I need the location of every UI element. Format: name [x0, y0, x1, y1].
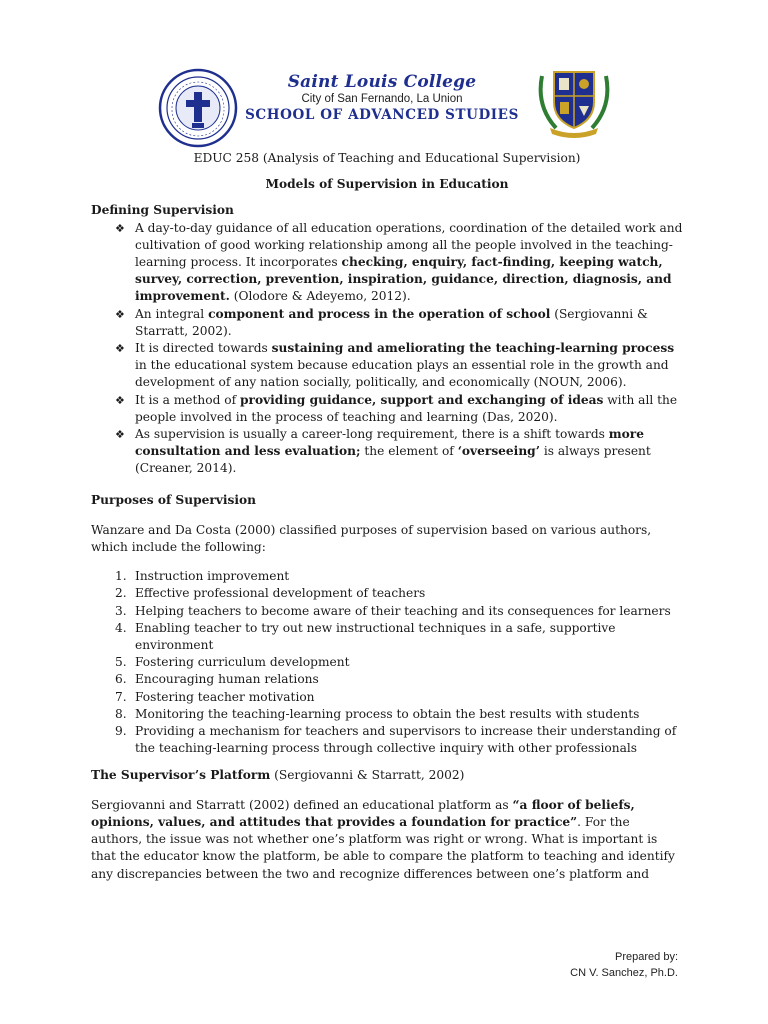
emphasis-text: checking, enquiry, fact-finding, keeping watch, survey, correction, prevention, inspiration, guidance, direction, diagnosis, and improvement. — [135, 255, 672, 304]
list-item-text: Effective professional development of teachers — [135, 586, 426, 601]
section-heading-purposes: Purposes of Supervision — [91, 492, 256, 507]
defining-list — [91, 220, 683, 478]
body-text: (Sergiovanni & Starratt, 2002). — [135, 306, 648, 338]
list-number: 9. — [115, 724, 127, 739]
diamond-bullet-icon: ❖ — [115, 307, 125, 321]
list-item-text: Fostering teacher motivation — [135, 689, 315, 704]
emphasis-text: providing guidance, support and exchanging of ideas — [240, 392, 604, 407]
list-item-text: Monitoring the teaching-learning process to obtain the best results with students — [135, 706, 640, 721]
emphasis-text: more consultation and less evaluation; — [135, 427, 644, 459]
list-item — [115, 306, 683, 340]
body-text: . For the authors, the issue was not whether one’s platform was right or wrong. What is important is that the educator know the platform, be able to compare the platform to teaching and identify any discrepancies between the two and recognize differences between one’s platform and — [91, 814, 675, 881]
list-item-text: Instruction improvement — [135, 569, 290, 584]
list-item-text: Enabling teacher to try out new instructional techniques in a safe, supportive environment — [135, 620, 616, 653]
list-item — [115, 568, 683, 585]
prepared-by — [570, 949, 678, 981]
list-item — [115, 585, 683, 602]
list-item — [115, 426, 683, 478]
body-text: Sergiovanni and Starratt (2002) defined an educational platform as — [91, 797, 513, 812]
section-heading-platform — [91, 767, 683, 784]
list-item — [115, 723, 683, 757]
list-number: 1. — [115, 569, 127, 584]
platform-heading: The Supervisor’s Platform — [91, 767, 271, 782]
list-item — [115, 603, 683, 620]
platform-heading-citation: (Sergiovanni & Starratt, 2002) — [270, 767, 465, 782]
list-number: 3. — [115, 603, 127, 618]
platform-paragraph — [91, 797, 683, 883]
body-text: It is a method of — [135, 392, 241, 407]
list-number: 5. — [115, 655, 127, 670]
list-item-text: Encouraging human relations — [135, 672, 319, 687]
document-title: Models of Supervision in Education — [265, 177, 509, 192]
body-text: (Olodore & Adeyemo, 2012). — [229, 289, 411, 304]
list-number: 7. — [115, 689, 127, 704]
body-text: An integral — [135, 306, 209, 321]
body-text: in the educational system because education plays an essential role in the growth and development of any nation socially, politically, and economically (NOUN, 2006). — [135, 358, 669, 390]
list-number: 4. — [115, 620, 127, 635]
list-number: 2. — [115, 586, 127, 601]
list-item-text: Providing a mechanism for teachers and supervisors to increase their understanding of the teaching-learning process through collective inquiry with other professionals — [135, 724, 677, 756]
purposes-intro: Wanzare and Da Costa (2000) classified purposes of supervision based on various authors, which include the following: — [91, 522, 652, 555]
body-text: As supervision is usually a career-long requirement, there is a shift towards — [135, 427, 609, 442]
body-text: A day-to-day guidance of all education operations, coordination of the detailed work and cultivation of good working relationship among all the people involved in the teaching-learning process. It incorporates — [135, 220, 683, 270]
prepared-author: CN V. Sanchez, Ph.D. — [570, 967, 678, 979]
list-item — [115, 689, 683, 706]
list-item — [115, 654, 683, 671]
purposes-list — [91, 568, 683, 757]
section-heading-defining: Defining Supervision — [91, 203, 234, 218]
emphasis-text: component and process in the operation of school — [208, 306, 551, 321]
diamond-bullet-icon: ❖ — [115, 393, 125, 407]
school-name: SCHOOL OF ADVANCED STUDIES — [245, 107, 519, 123]
list-item-text: Helping teachers to become aware of their teaching and its consequences for learners — [135, 603, 671, 618]
diamond-bullet-icon: ❖ — [115, 221, 125, 235]
college-seal-icon — [158, 68, 238, 148]
college-city: City of San Fernando, La Union — [301, 93, 463, 105]
list-item — [115, 220, 683, 306]
school-crest-icon — [534, 66, 614, 138]
list-number: 8. — [115, 706, 127, 721]
diamond-bullet-icon: ❖ — [115, 428, 125, 442]
list-item — [115, 392, 683, 426]
diamond-bullet-icon: ❖ — [115, 342, 125, 356]
list-item — [115, 671, 683, 688]
emphasis-text: “a floor of beliefs, opinions, values, and attitudes that provides a foundation for practice” — [91, 797, 635, 829]
letterhead — [240, 72, 524, 124]
list-number: 6. — [115, 672, 127, 687]
college-name: Saint Louis College — [287, 72, 477, 92]
body-text: with all the people involved in the process of teaching and learning (Das, 2020). — [135, 392, 678, 424]
emphasis-text: ‘overseeing’ — [457, 444, 540, 459]
body-text: is always present (Creaner, 2014). — [135, 444, 651, 476]
list-item — [115, 706, 683, 723]
course-title: EDUC 258 (Analysis of Teaching and Educational Supervision) — [193, 151, 581, 165]
prepared-label: Prepared by: — [615, 951, 678, 963]
body-text: It is directed towards — [135, 341, 272, 356]
body-text: the element of — [360, 444, 458, 459]
emphasis-text: sustaining and ameliorating the teaching-learning process — [271, 341, 675, 356]
document-body — [91, 148, 683, 883]
list-item — [115, 340, 683, 392]
list-item-text: Fostering curriculum development — [135, 655, 350, 670]
list-item — [115, 620, 683, 654]
